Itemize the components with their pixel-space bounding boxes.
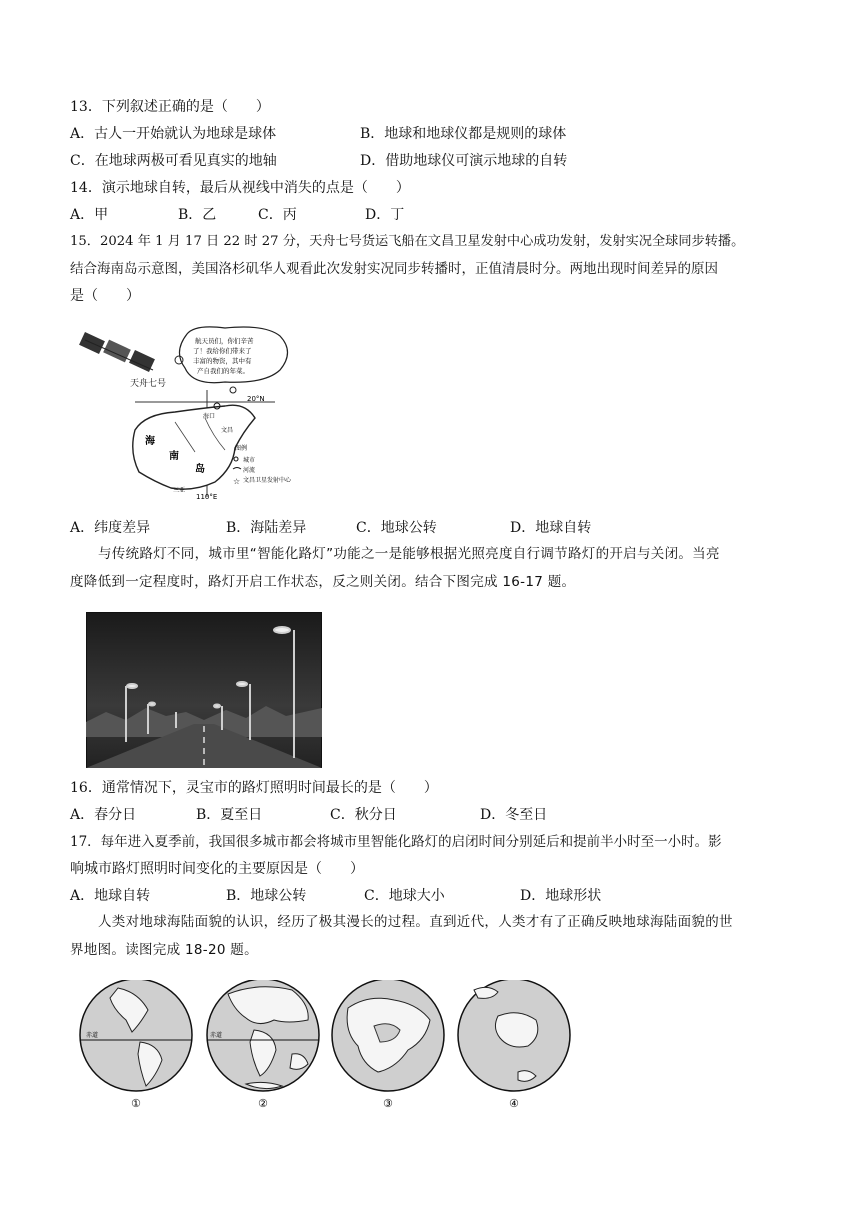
- q15-stem-line1: 15．2024 年 1 月 17 日 22 时 27 分，天舟七号货运飞船在文昌卫星发射中心成功发射，发射实况全球同步转播。: [70, 234, 745, 249]
- globe-label-1: ①: [131, 1097, 141, 1110]
- bubble-line-3: 丰富的物资，其中有: [193, 357, 252, 365]
- q17-option-d: D．地球形状: [520, 888, 602, 904]
- bubble-line-4: 产自我们的年菜。: [197, 367, 249, 375]
- q14-option-c: C．丙: [258, 207, 297, 223]
- q13-option-c: C．在地球两极可看见真实的地轴: [70, 153, 277, 169]
- q17-option-c: C．地球大小: [364, 888, 445, 904]
- globe-1-equator-label: 赤道: [86, 1032, 99, 1039]
- q16-option-d: D．冬至日: [480, 807, 548, 823]
- legend-city: 城市: [243, 457, 256, 464]
- q13-option-d: D．借助地球仪可演示地球的自转: [360, 153, 568, 169]
- island-char-2: 南: [169, 451, 179, 462]
- intro-16-17-paragraph: [70, 540, 795, 596]
- q14-option-a: A．甲: [70, 207, 109, 223]
- island-char-3: 岛: [195, 464, 205, 475]
- q14-stem: 14．演示地球自转，最后从视线中消失的点是（ ）: [70, 180, 410, 196]
- q15-option-b: B．海陆差异: [226, 520, 307, 536]
- q17-stem-line2: 响城市路灯照明时间变化的主要原因是（ ）: [70, 861, 364, 877]
- globe-1: [80, 980, 192, 1091]
- globe-label-4: ④: [509, 1097, 519, 1110]
- intro-18-20-paragraph: [70, 908, 795, 964]
- wenchang-label: 文昌: [221, 427, 234, 434]
- haikou-label: 海口: [203, 413, 216, 420]
- intro-18-20-line2: 界地图。读图完成 18-20 题。: [70, 942, 258, 958]
- legend-title: 图例: [235, 445, 248, 452]
- q17-stem-line1: 17．每年进入夏季前，我国很多城市都会将城市里智能化路灯的启闭时间分别延后和提前半小时至一小时。影: [70, 834, 722, 850]
- q16-option-b: B．夏至日: [196, 807, 263, 823]
- q15-option-d: D．地球自转: [510, 520, 592, 536]
- intro-18-20-line1: 人类对地球海陆面貌的认识，经历了极其漫长的过程。直到近代，人类才有了正确反映地球海陆面貌的世: [98, 914, 733, 930]
- street-lights-photo: [86, 612, 322, 768]
- island-char-1: 海: [145, 436, 155, 447]
- lat-label: 20°N: [247, 395, 265, 403]
- q15-option-c: C．地球公转: [356, 520, 437, 536]
- spacecraft-icon: [79, 332, 155, 372]
- legend-river: 河流: [243, 467, 256, 474]
- globes-figure: [78, 980, 578, 1112]
- q17-option-b: B．地球公转: [226, 888, 307, 904]
- lon-label: 110°E: [196, 493, 218, 501]
- q13-option-b: B．地球和地球仪都是规则的球体: [360, 126, 567, 142]
- q15-stem-line2: 结合海南岛示意图，美国洛杉矶华人观看此次发射实况同步转播时，正值清晨时分。两地出现时间差异的原因: [70, 261, 718, 277]
- intro-16-17-line1: 与传统路灯不同，城市里“智能化路灯”功能之一是能够根据光照亮度自行调节路灯的开启与关闭。当亮: [98, 546, 720, 562]
- hainan-map-figure: [75, 322, 305, 502]
- globe-label-3: ③: [383, 1097, 393, 1110]
- spacecraft-label: 天舟七号: [130, 379, 167, 389]
- globe-2-equator-label: 赤道: [210, 1032, 223, 1039]
- q14-option-d: D．丁: [365, 207, 405, 223]
- q15-stem-line3: 是（ ）: [70, 288, 140, 304]
- bubble-line-1: 航天员们，你们辛苦: [195, 337, 254, 345]
- globe-label-2: ②: [258, 1097, 268, 1110]
- q16-option-a: A．春分日: [70, 807, 137, 823]
- q16-option-c: C．秋分日: [330, 807, 397, 823]
- q14-option-b: B．乙: [178, 207, 217, 223]
- q13-option-a: A．古人一开始就认为地球是球体: [70, 126, 277, 142]
- globe-3: [332, 980, 444, 1091]
- q15-option-a: A．纬度差异: [70, 520, 151, 536]
- q17-option-a: A．地球自转: [70, 888, 151, 904]
- q16-stem: 16．通常情况下，灵宝市的路灯照明时间最长的是（ ）: [70, 780, 438, 796]
- launch-star-icon: ☆: [233, 477, 241, 486]
- bubble-line-2: 了！我给你们带来了: [193, 347, 252, 355]
- legend-launch: 文昌卫星发射中心: [243, 477, 292, 484]
- globe-2: [207, 980, 319, 1091]
- q13-stem: 13．下列叙述正确的是（ ）: [70, 99, 270, 115]
- sanya-label: 三亚: [173, 487, 186, 494]
- intro-16-17-line2: 度降低到一定程度时，路灯开启工作状态，反之则关闭。结合下图完成 16-17 题。: [70, 574, 576, 590]
- globe-4: [458, 980, 570, 1091]
